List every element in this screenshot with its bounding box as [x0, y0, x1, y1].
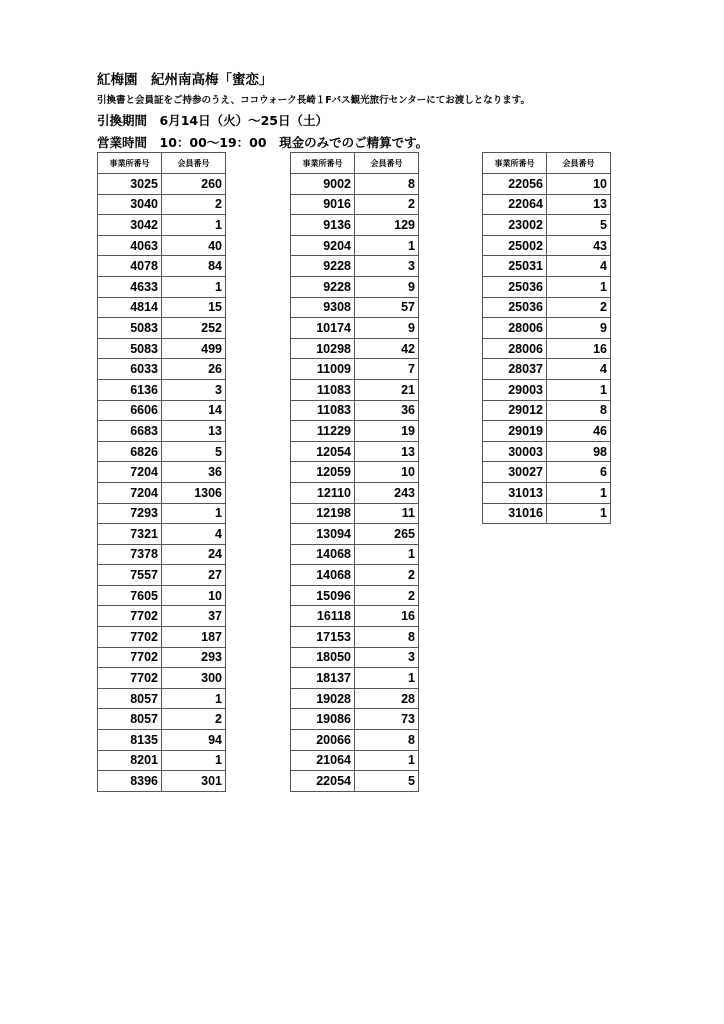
- table-row: [291, 688, 419, 709]
- office-number-cell: 12054: [291, 441, 355, 462]
- member-number-header: 会員番号: [162, 153, 226, 174]
- office-number-cell: 6683: [98, 421, 162, 442]
- office-number-header: 事業所番号: [483, 153, 547, 174]
- table-row: [291, 647, 419, 668]
- table-row: [291, 482, 419, 503]
- table-row: [98, 503, 226, 524]
- table-row: [98, 318, 226, 339]
- member-number-cell: 5: [547, 215, 611, 236]
- member-number-header: 会員番号: [547, 153, 611, 174]
- table-row: [98, 524, 226, 545]
- member-number-cell: 187: [162, 627, 226, 648]
- office-number-cell: 25002: [483, 235, 547, 256]
- member-number-cell: 10: [162, 585, 226, 606]
- member-number-cell: 36: [162, 462, 226, 483]
- table-row: [291, 400, 419, 421]
- table-row: [98, 421, 226, 442]
- office-number-cell: 7378: [98, 544, 162, 565]
- table-row: [483, 338, 611, 359]
- member-number-cell: 2: [355, 194, 419, 215]
- member-number-cell: 21: [355, 379, 419, 400]
- table-row: [98, 647, 226, 668]
- member-number-cell: 24: [162, 544, 226, 565]
- table-row: [98, 730, 226, 751]
- office-number-cell: 12198: [291, 503, 355, 524]
- document-title: 紅梅園 紀州南高梅「蜜恋」: [97, 72, 273, 88]
- member-number-cell: 1: [162, 276, 226, 297]
- office-number-cell: 6606: [98, 400, 162, 421]
- member-number-cell: 13: [547, 194, 611, 215]
- table-row: [291, 544, 419, 565]
- table-row: [483, 256, 611, 277]
- member-number-cell: 499: [162, 338, 226, 359]
- office-number-cell: 8135: [98, 730, 162, 751]
- member-number-cell: 84: [162, 256, 226, 277]
- office-number-header: 事業所番号: [291, 153, 355, 174]
- member-number-cell: 2: [547, 297, 611, 318]
- office-number-cell: 19086: [291, 709, 355, 730]
- table-row: [98, 215, 226, 236]
- office-number-cell: 7321: [98, 524, 162, 545]
- table-row: [98, 668, 226, 689]
- table-row: [291, 668, 419, 689]
- table-row: [483, 194, 611, 215]
- member-number-cell: 28: [355, 688, 419, 709]
- member-number-cell: 252: [162, 318, 226, 339]
- member-number-cell: 94: [162, 730, 226, 751]
- office-number-cell: 7204: [98, 482, 162, 503]
- member-number-cell: 10: [355, 462, 419, 483]
- member-number-cell: 73: [355, 709, 419, 730]
- table-row: [98, 359, 226, 380]
- table-row: [98, 194, 226, 215]
- member-number-cell: 260: [162, 174, 226, 195]
- table-row: [98, 606, 226, 627]
- office-number-cell: 30027: [483, 462, 547, 483]
- table-row: [291, 771, 419, 792]
- table-row: [291, 215, 419, 236]
- table-row: [291, 297, 419, 318]
- member-number-cell: 16: [355, 606, 419, 627]
- office-number-cell: 28037: [483, 359, 547, 380]
- office-number-cell: 7702: [98, 668, 162, 689]
- table-row: [483, 297, 611, 318]
- member-number-cell: 14: [162, 400, 226, 421]
- office-number-cell: 21064: [291, 750, 355, 771]
- member-number-cell: 4: [162, 524, 226, 545]
- member-number-cell: 10: [547, 174, 611, 195]
- office-number-cell: 4633: [98, 276, 162, 297]
- office-number-header: 事業所番号: [98, 153, 162, 174]
- office-number-cell: 22056: [483, 174, 547, 195]
- office-number-cell: 6136: [98, 379, 162, 400]
- office-number-cell: 12059: [291, 462, 355, 483]
- table-row: [291, 256, 419, 277]
- member-number-cell: 6: [547, 462, 611, 483]
- member-number-cell: 1: [547, 482, 611, 503]
- table-row: [291, 318, 419, 339]
- office-number-cell: 29003: [483, 379, 547, 400]
- table-row: [291, 462, 419, 483]
- member-number-cell: 36: [355, 400, 419, 421]
- office-number-cell: 3042: [98, 215, 162, 236]
- table-row: [98, 174, 226, 195]
- office-number-cell: 4078: [98, 256, 162, 277]
- member-number-cell: 16: [547, 338, 611, 359]
- office-number-cell: 4063: [98, 235, 162, 256]
- office-number-cell: 30003: [483, 441, 547, 462]
- member-number-cell: 8: [547, 400, 611, 421]
- member-number-cell: 8: [355, 174, 419, 195]
- office-number-cell: 7702: [98, 647, 162, 668]
- office-number-cell: 11229: [291, 421, 355, 442]
- member-number-cell: 301: [162, 771, 226, 792]
- member-table-1: [97, 152, 226, 792]
- table-row: [291, 379, 419, 400]
- table-row: [98, 627, 226, 648]
- member-number-cell: 1: [162, 688, 226, 709]
- table-row: [98, 771, 226, 792]
- table-row: [291, 276, 419, 297]
- member-number-cell: 15: [162, 297, 226, 318]
- office-number-cell: 14068: [291, 565, 355, 586]
- member-table-2: [290, 152, 419, 792]
- office-number-cell: 28006: [483, 338, 547, 359]
- table-row: [291, 441, 419, 462]
- table-row: [98, 256, 226, 277]
- member-number-cell: 8: [355, 730, 419, 751]
- office-number-cell: 29019: [483, 421, 547, 442]
- office-number-cell: 9228: [291, 276, 355, 297]
- table-row: [291, 359, 419, 380]
- table-row: [291, 174, 419, 195]
- member-number-cell: 1: [547, 503, 611, 524]
- table-row: [483, 482, 611, 503]
- member-number-cell: 43: [547, 235, 611, 256]
- table-row: [98, 338, 226, 359]
- member-number-cell: 2: [355, 585, 419, 606]
- member-number-cell: 4: [547, 256, 611, 277]
- office-number-cell: 7702: [98, 627, 162, 648]
- office-number-cell: 10174: [291, 318, 355, 339]
- table-row: [291, 338, 419, 359]
- table-row: [291, 524, 419, 545]
- member-number-cell: 1306: [162, 482, 226, 503]
- office-number-cell: 9002: [291, 174, 355, 195]
- table-row: [483, 215, 611, 236]
- office-number-cell: 15096: [291, 585, 355, 606]
- member-number-cell: 1: [547, 276, 611, 297]
- office-number-cell: 25036: [483, 297, 547, 318]
- member-number-cell: 26: [162, 359, 226, 380]
- table-row: [98, 297, 226, 318]
- office-number-cell: 7204: [98, 462, 162, 483]
- member-number-cell: 265: [355, 524, 419, 545]
- office-number-cell: 25036: [483, 276, 547, 297]
- table-row: [291, 585, 419, 606]
- member-number-cell: 5: [355, 771, 419, 792]
- member-number-cell: 37: [162, 606, 226, 627]
- member-number-cell: 9: [355, 318, 419, 339]
- office-number-cell: 31016: [483, 503, 547, 524]
- office-number-cell: 17153: [291, 627, 355, 648]
- member-number-cell: 3: [355, 647, 419, 668]
- table-row: [98, 709, 226, 730]
- office-number-cell: 18137: [291, 668, 355, 689]
- table-row: [483, 503, 611, 524]
- member-number-cell: 46: [547, 421, 611, 442]
- table-row: [98, 276, 226, 297]
- member-number-cell: 19: [355, 421, 419, 442]
- office-number-cell: 22054: [291, 771, 355, 792]
- member-number-cell: 1: [162, 503, 226, 524]
- office-number-cell: 22064: [483, 194, 547, 215]
- member-number-cell: 2: [162, 194, 226, 215]
- table-row: [98, 544, 226, 565]
- table-row: [291, 565, 419, 586]
- office-number-cell: 8057: [98, 709, 162, 730]
- member-number-cell: 1: [355, 668, 419, 689]
- table-row: [98, 482, 226, 503]
- member-number-cell: 2: [355, 565, 419, 586]
- office-number-cell: 8057: [98, 688, 162, 709]
- table-row: [483, 421, 611, 442]
- member-number-cell: 13: [355, 441, 419, 462]
- member-number-cell: 9: [547, 318, 611, 339]
- member-number-cell: 243: [355, 482, 419, 503]
- member-number-cell: 3: [162, 379, 226, 400]
- table-row: [291, 503, 419, 524]
- member-number-cell: 98: [547, 441, 611, 462]
- office-number-cell: 9228: [291, 256, 355, 277]
- member-number-cell: 42: [355, 338, 419, 359]
- table-row: [483, 441, 611, 462]
- office-number-cell: 13094: [291, 524, 355, 545]
- office-number-cell: 5083: [98, 318, 162, 339]
- table-row: [98, 235, 226, 256]
- table-row: [291, 421, 419, 442]
- member-number-cell: 7: [355, 359, 419, 380]
- office-number-cell: 8201: [98, 750, 162, 771]
- office-number-cell: 29012: [483, 400, 547, 421]
- table-row: [483, 235, 611, 256]
- member-table-3: [482, 152, 611, 524]
- member-number-cell: 293: [162, 647, 226, 668]
- table-row: [291, 750, 419, 771]
- table-row: [291, 709, 419, 730]
- table-row: [483, 359, 611, 380]
- table-row: [98, 379, 226, 400]
- office-number-cell: 5083: [98, 338, 162, 359]
- table-row: [483, 379, 611, 400]
- pickup-notice: 引換書と会員証をご持参のうえ、ココウォーク長崎１Fバス観光旅行センターにてお渡しとなります。: [97, 95, 531, 106]
- office-number-cell: 9308: [291, 297, 355, 318]
- office-number-cell: 11009: [291, 359, 355, 380]
- business-hours: 営業時間 10：00～19：00 現金のみでのご精算です。: [97, 135, 429, 150]
- table-row: [98, 400, 226, 421]
- member-number-cell: 1: [547, 379, 611, 400]
- table-row: [291, 627, 419, 648]
- member-number-cell: 4: [547, 359, 611, 380]
- office-number-cell: 31013: [483, 482, 547, 503]
- office-number-cell: 14068: [291, 544, 355, 565]
- member-number-cell: 13: [162, 421, 226, 442]
- member-number-cell: 8: [355, 627, 419, 648]
- office-number-cell: 11083: [291, 400, 355, 421]
- office-number-cell: 7293: [98, 503, 162, 524]
- table-row: [98, 688, 226, 709]
- table-row: [291, 235, 419, 256]
- office-number-cell: 11083: [291, 379, 355, 400]
- member-number-cell: 300: [162, 668, 226, 689]
- office-number-cell: 20066: [291, 730, 355, 751]
- office-number-cell: 6033: [98, 359, 162, 380]
- member-number-cell: 11: [355, 503, 419, 524]
- member-number-cell: 129: [355, 215, 419, 236]
- exchange-period: 引換期間 6月14日（火）～25日（土）: [97, 113, 328, 128]
- office-number-cell: 6826: [98, 441, 162, 462]
- member-number-cell: 2: [162, 709, 226, 730]
- office-number-cell: 9136: [291, 215, 355, 236]
- table-row: [291, 194, 419, 215]
- table-row: [483, 462, 611, 483]
- member-number-cell: 1: [355, 544, 419, 565]
- office-number-cell: 23002: [483, 215, 547, 236]
- office-number-cell: 3025: [98, 174, 162, 195]
- member-number-cell: 1: [162, 215, 226, 236]
- table-row: [98, 585, 226, 606]
- office-number-cell: 8396: [98, 771, 162, 792]
- office-number-cell: 25031: [483, 256, 547, 277]
- member-number-cell: 9: [355, 276, 419, 297]
- office-number-cell: 7605: [98, 585, 162, 606]
- table-row: [291, 606, 419, 627]
- office-number-cell: 3040: [98, 194, 162, 215]
- table-row: [98, 750, 226, 771]
- office-number-cell: 16118: [291, 606, 355, 627]
- member-number-cell: 57: [355, 297, 419, 318]
- office-number-cell: 9204: [291, 235, 355, 256]
- office-number-cell: 9016: [291, 194, 355, 215]
- table-row: [483, 276, 611, 297]
- table-row: [483, 174, 611, 195]
- table-row: [291, 730, 419, 751]
- table-row: [98, 441, 226, 462]
- member-number-cell: 40: [162, 235, 226, 256]
- table-row: [483, 318, 611, 339]
- table-row: [98, 565, 226, 586]
- office-number-cell: 19028: [291, 688, 355, 709]
- member-number-cell: 3: [355, 256, 419, 277]
- member-number-cell: 27: [162, 565, 226, 586]
- member-number-cell: 1: [162, 750, 226, 771]
- office-number-cell: 10298: [291, 338, 355, 359]
- office-number-cell: 28006: [483, 318, 547, 339]
- office-number-cell: 7557: [98, 565, 162, 586]
- office-number-cell: 7702: [98, 606, 162, 627]
- office-number-cell: 4814: [98, 297, 162, 318]
- office-number-cell: 18050: [291, 647, 355, 668]
- member-number-cell: 5: [162, 441, 226, 462]
- member-number-cell: 1: [355, 750, 419, 771]
- member-number-header: 会員番号: [355, 153, 419, 174]
- table-row: [98, 462, 226, 483]
- table-row: [483, 400, 611, 421]
- office-number-cell: 12110: [291, 482, 355, 503]
- member-number-cell: 1: [355, 235, 419, 256]
